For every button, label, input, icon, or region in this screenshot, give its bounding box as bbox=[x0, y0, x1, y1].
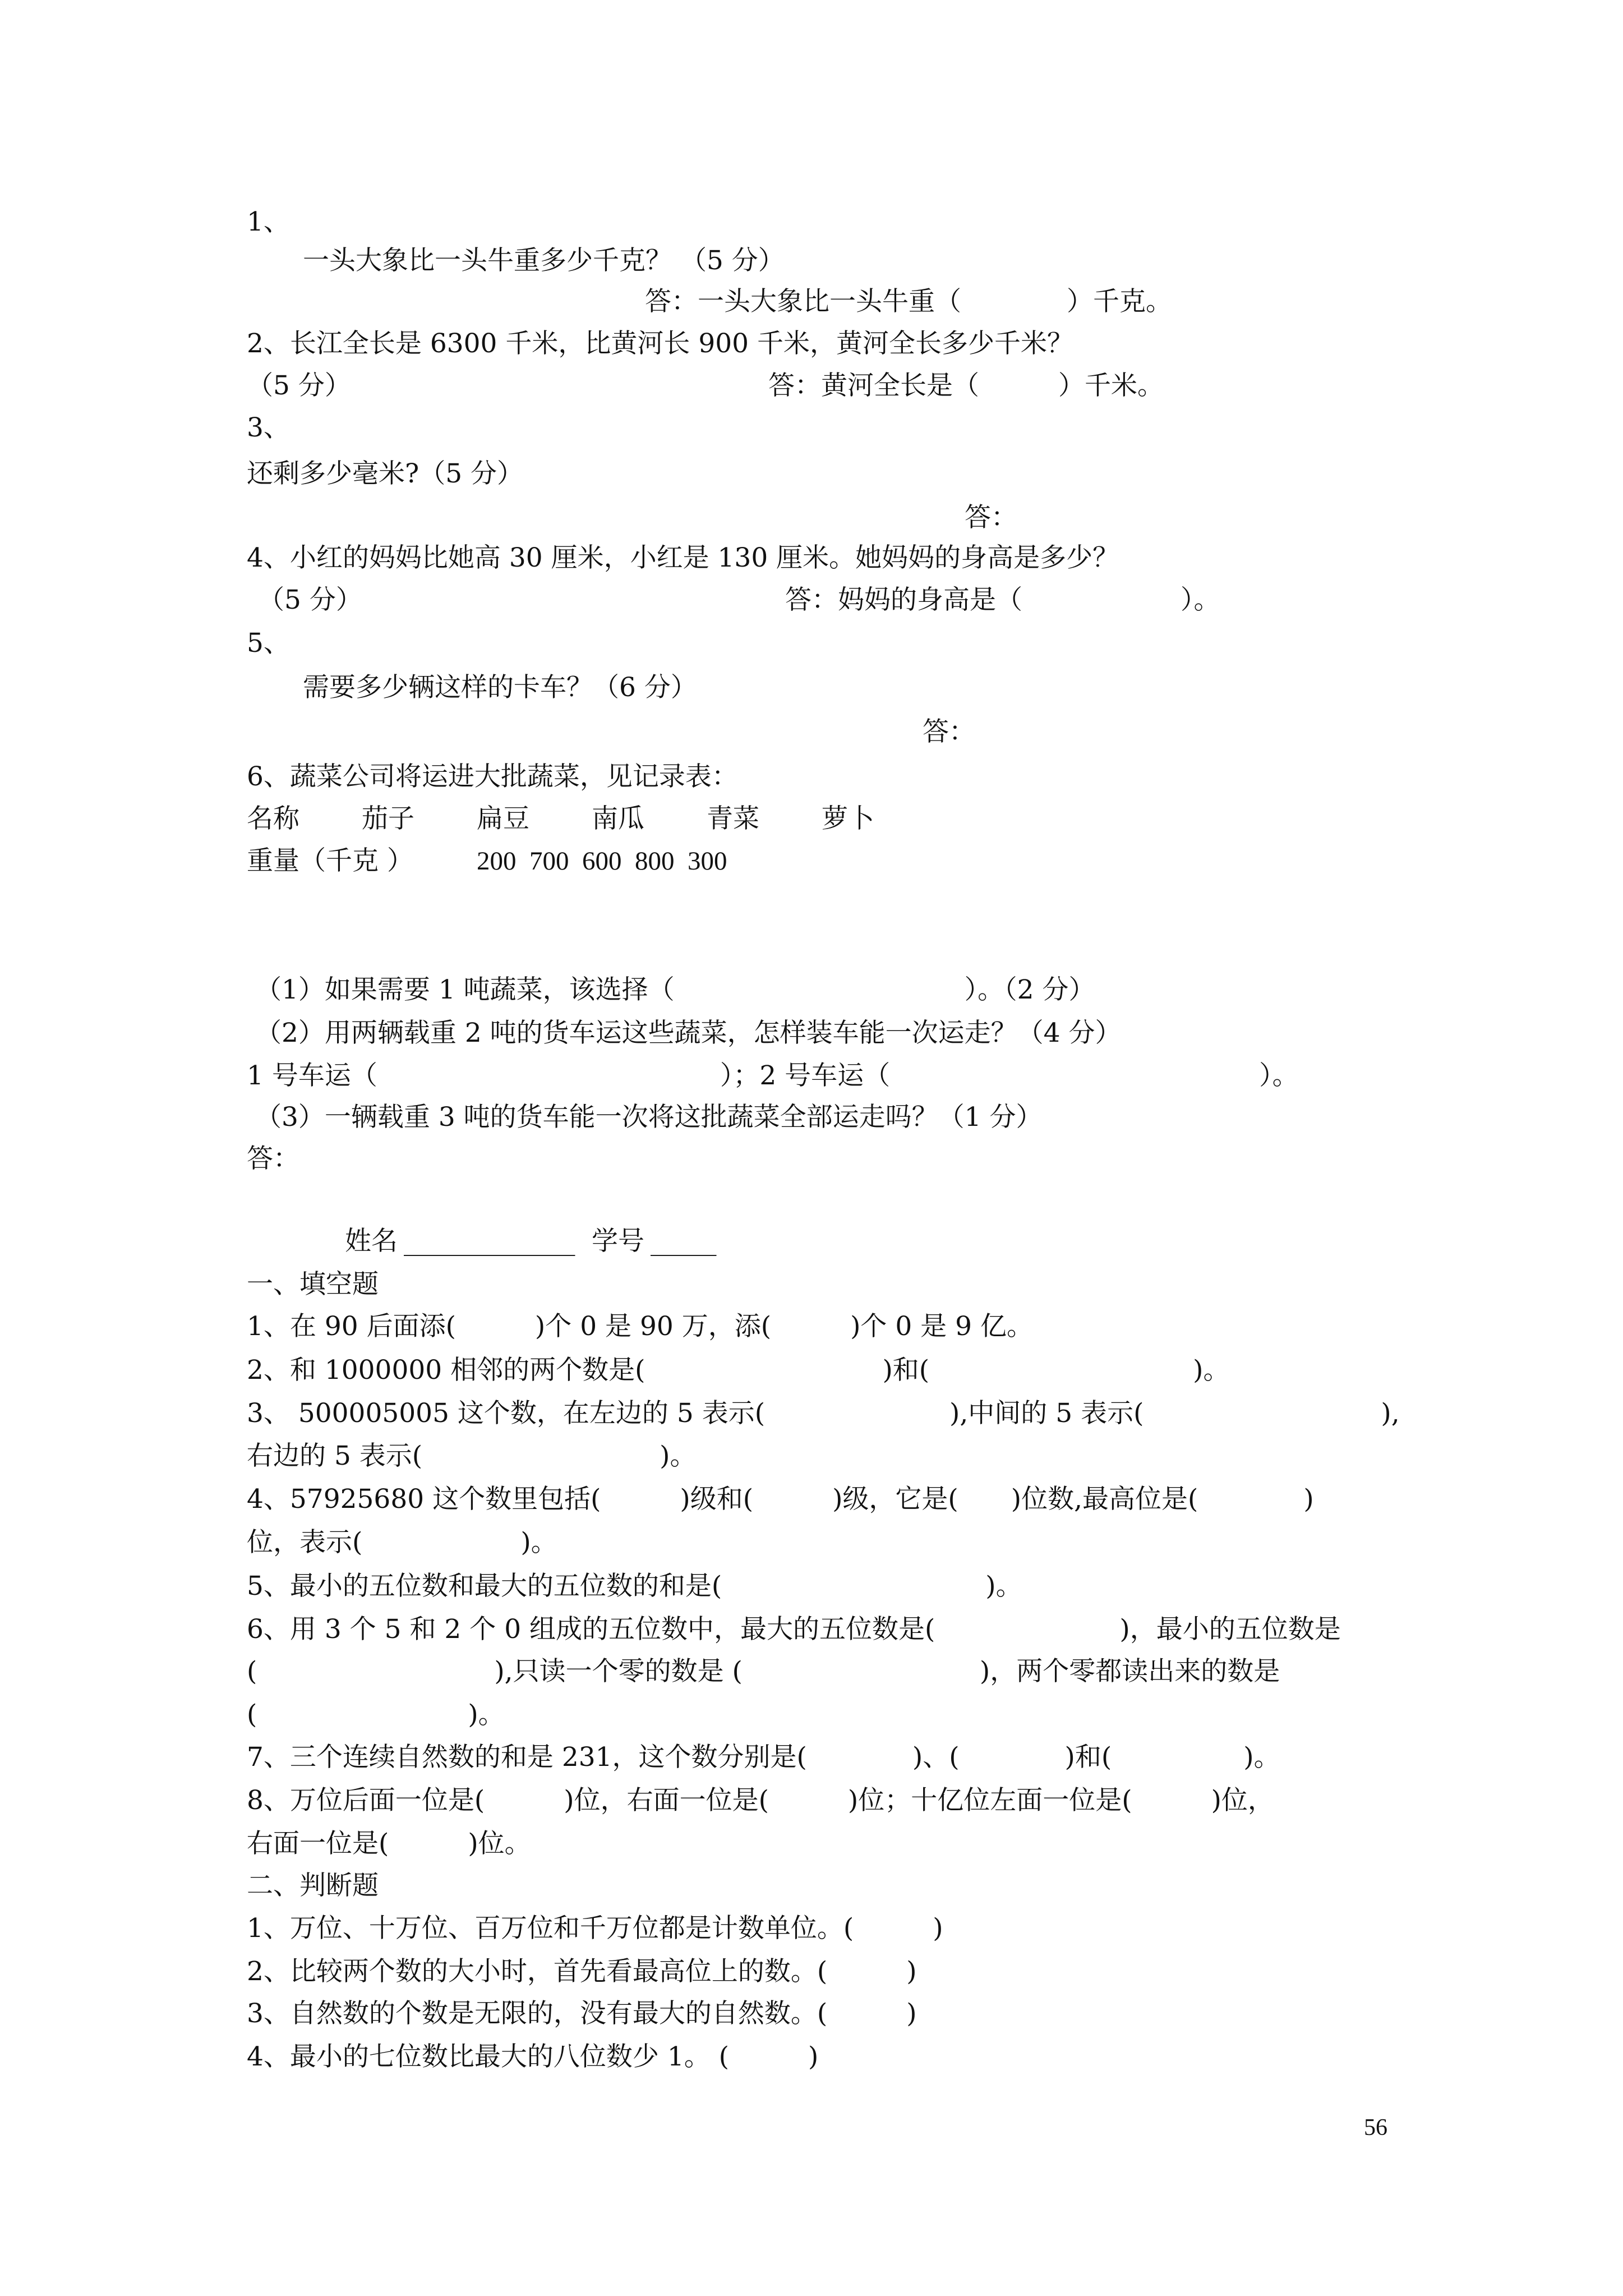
q3-question: 还剩多少毫米?（5 分） bbox=[247, 458, 524, 489]
q2-question: 2、长江全长是 6300 千米，比黄河长 900 千米，黄河全长多少千米？ bbox=[247, 328, 1073, 359]
name-label: 姓名 bbox=[345, 1226, 398, 1257]
page-number: 56 bbox=[1364, 2115, 1387, 2141]
q1-answer: 答：一头大象比一头牛重（ ）千克。 bbox=[645, 286, 1172, 317]
q3-number: 3、 bbox=[247, 412, 290, 443]
q6-intro: 6、蔬菜公司将运进大批蔬菜，见记录表： bbox=[247, 761, 738, 792]
student-id-label: 学号 bbox=[592, 1226, 644, 1257]
q1-question: 一头大象比一头牛重多少千克？ （5 分） bbox=[303, 245, 785, 276]
q4-points: （5 分） bbox=[258, 585, 362, 615]
fill-in-item: 7、三个连续自然数的和是 231，这个数分别是( )、( )和( )。 bbox=[247, 1742, 1280, 1773]
fill-in-item: 6、用 3 个 5 和 2 个 0 组成的五位数中，最大的五位数是( )，最小的五位数是 bbox=[247, 1614, 1341, 1645]
q5-question: 需要多少辆这样的卡车？（6 分） bbox=[303, 672, 697, 703]
fill-in-title: 一、填空题 bbox=[247, 1269, 379, 1300]
table-weights: 200 700 600 800 300 bbox=[477, 846, 727, 876]
q6-sub1: （1）如果需要 1 吨蔬菜，该选择（ ）。（2 分） bbox=[255, 974, 1095, 1005]
table-vegetable: 萝卜 bbox=[822, 803, 874, 834]
fill-in-item: 8、万位后面一位是( )位，右面一位是( )位；十亿位左面一位是( )位， bbox=[247, 1785, 1274, 1816]
fill-in-item: 右边的 5 表示( )。 bbox=[247, 1441, 697, 1471]
q1-number: 1、 bbox=[247, 206, 290, 237]
table-vegetable: 南瓜 bbox=[592, 803, 644, 834]
table-vegetable: 扁豆 bbox=[477, 803, 529, 834]
fill-in-item: 4、57925680 这个数里包括( )级和( )级，它是( )位数,最高位是( ) bbox=[247, 1484, 1314, 1515]
fill-in-item: 1、在 90 后面添( )个 0 是 90 万，添( )个 0 是 9 亿。 bbox=[247, 1311, 1033, 1342]
judgement-item: 2、比较两个数的大小时，首先看最高位上的数。( ) bbox=[247, 1956, 917, 1987]
fill-in-item: 位，表示( )。 bbox=[247, 1527, 557, 1558]
q6-sub3: （3）一辆载重 3 吨的货车能一次将这批蔬菜全部运走吗？（1 分） bbox=[255, 1102, 1043, 1133]
q4-question: 4、小红的妈妈比她高 30 厘米，小红是 130 厘米。她妈妈的身高是多少？ bbox=[247, 542, 1119, 573]
q6-sub3-answer: 答： bbox=[247, 1143, 299, 1174]
fill-in-item: 5、最小的五位数和最大的五位数的和是( )。 bbox=[247, 1571, 1022, 1602]
student-id-blank: _____ bbox=[651, 1226, 717, 1257]
q2-answer: 答：黄河全长是（ ）千米。 bbox=[768, 370, 1164, 401]
q4-answer: 答：妈妈的身高是（ ）。 bbox=[785, 585, 1220, 615]
judgement-item: 3、自然数的个数是无限的，没有最大的自然数。( ) bbox=[247, 1998, 917, 2029]
judgement-item: 1、万位、十万位、百万位和千万位都是计数单位。( ) bbox=[247, 1913, 943, 1944]
name-blank: _____________ bbox=[404, 1226, 575, 1257]
q6-sub2-answer: 1 号车运（ ）；2 号车运（ ）。 bbox=[247, 1060, 1299, 1091]
fill-in-item: ( ),只读一个零的数是 ( )，两个零都读出来的数是 bbox=[247, 1656, 1280, 1687]
fill-in-item: 右面一位是( )位。 bbox=[247, 1828, 531, 1859]
q6-sub2: （2）用两辆载重 2 吨的货车运这些蔬菜，怎样装车能一次运走？（4 分） bbox=[255, 1018, 1122, 1048]
table-vegetable: 青菜 bbox=[707, 803, 759, 834]
q2-points: （5 分） bbox=[247, 370, 351, 401]
table-weight-header: 重量（千克 ） bbox=[247, 845, 413, 876]
fill-in-item: 3、 500005005 这个数，在左边的 5 表示( ),中间的 5 表示( ), bbox=[247, 1398, 1400, 1429]
judgement-title: 二、判断题 bbox=[247, 1870, 379, 1901]
fill-in-item: ( )。 bbox=[247, 1699, 505, 1730]
q5-number: 5、 bbox=[247, 628, 290, 659]
table-vegetable: 茄子 bbox=[362, 803, 414, 834]
fill-in-item: 2、和 1000000 相邻的两个数是( )和( )。 bbox=[247, 1355, 1230, 1386]
q3-answer: 答： bbox=[965, 502, 1017, 533]
table-name-header: 名称 bbox=[247, 803, 299, 834]
q5-answer: 答： bbox=[923, 716, 975, 747]
judgement-item: 4、最小的七位数比最大的八位数少 1。 ( ) bbox=[247, 2041, 819, 2072]
